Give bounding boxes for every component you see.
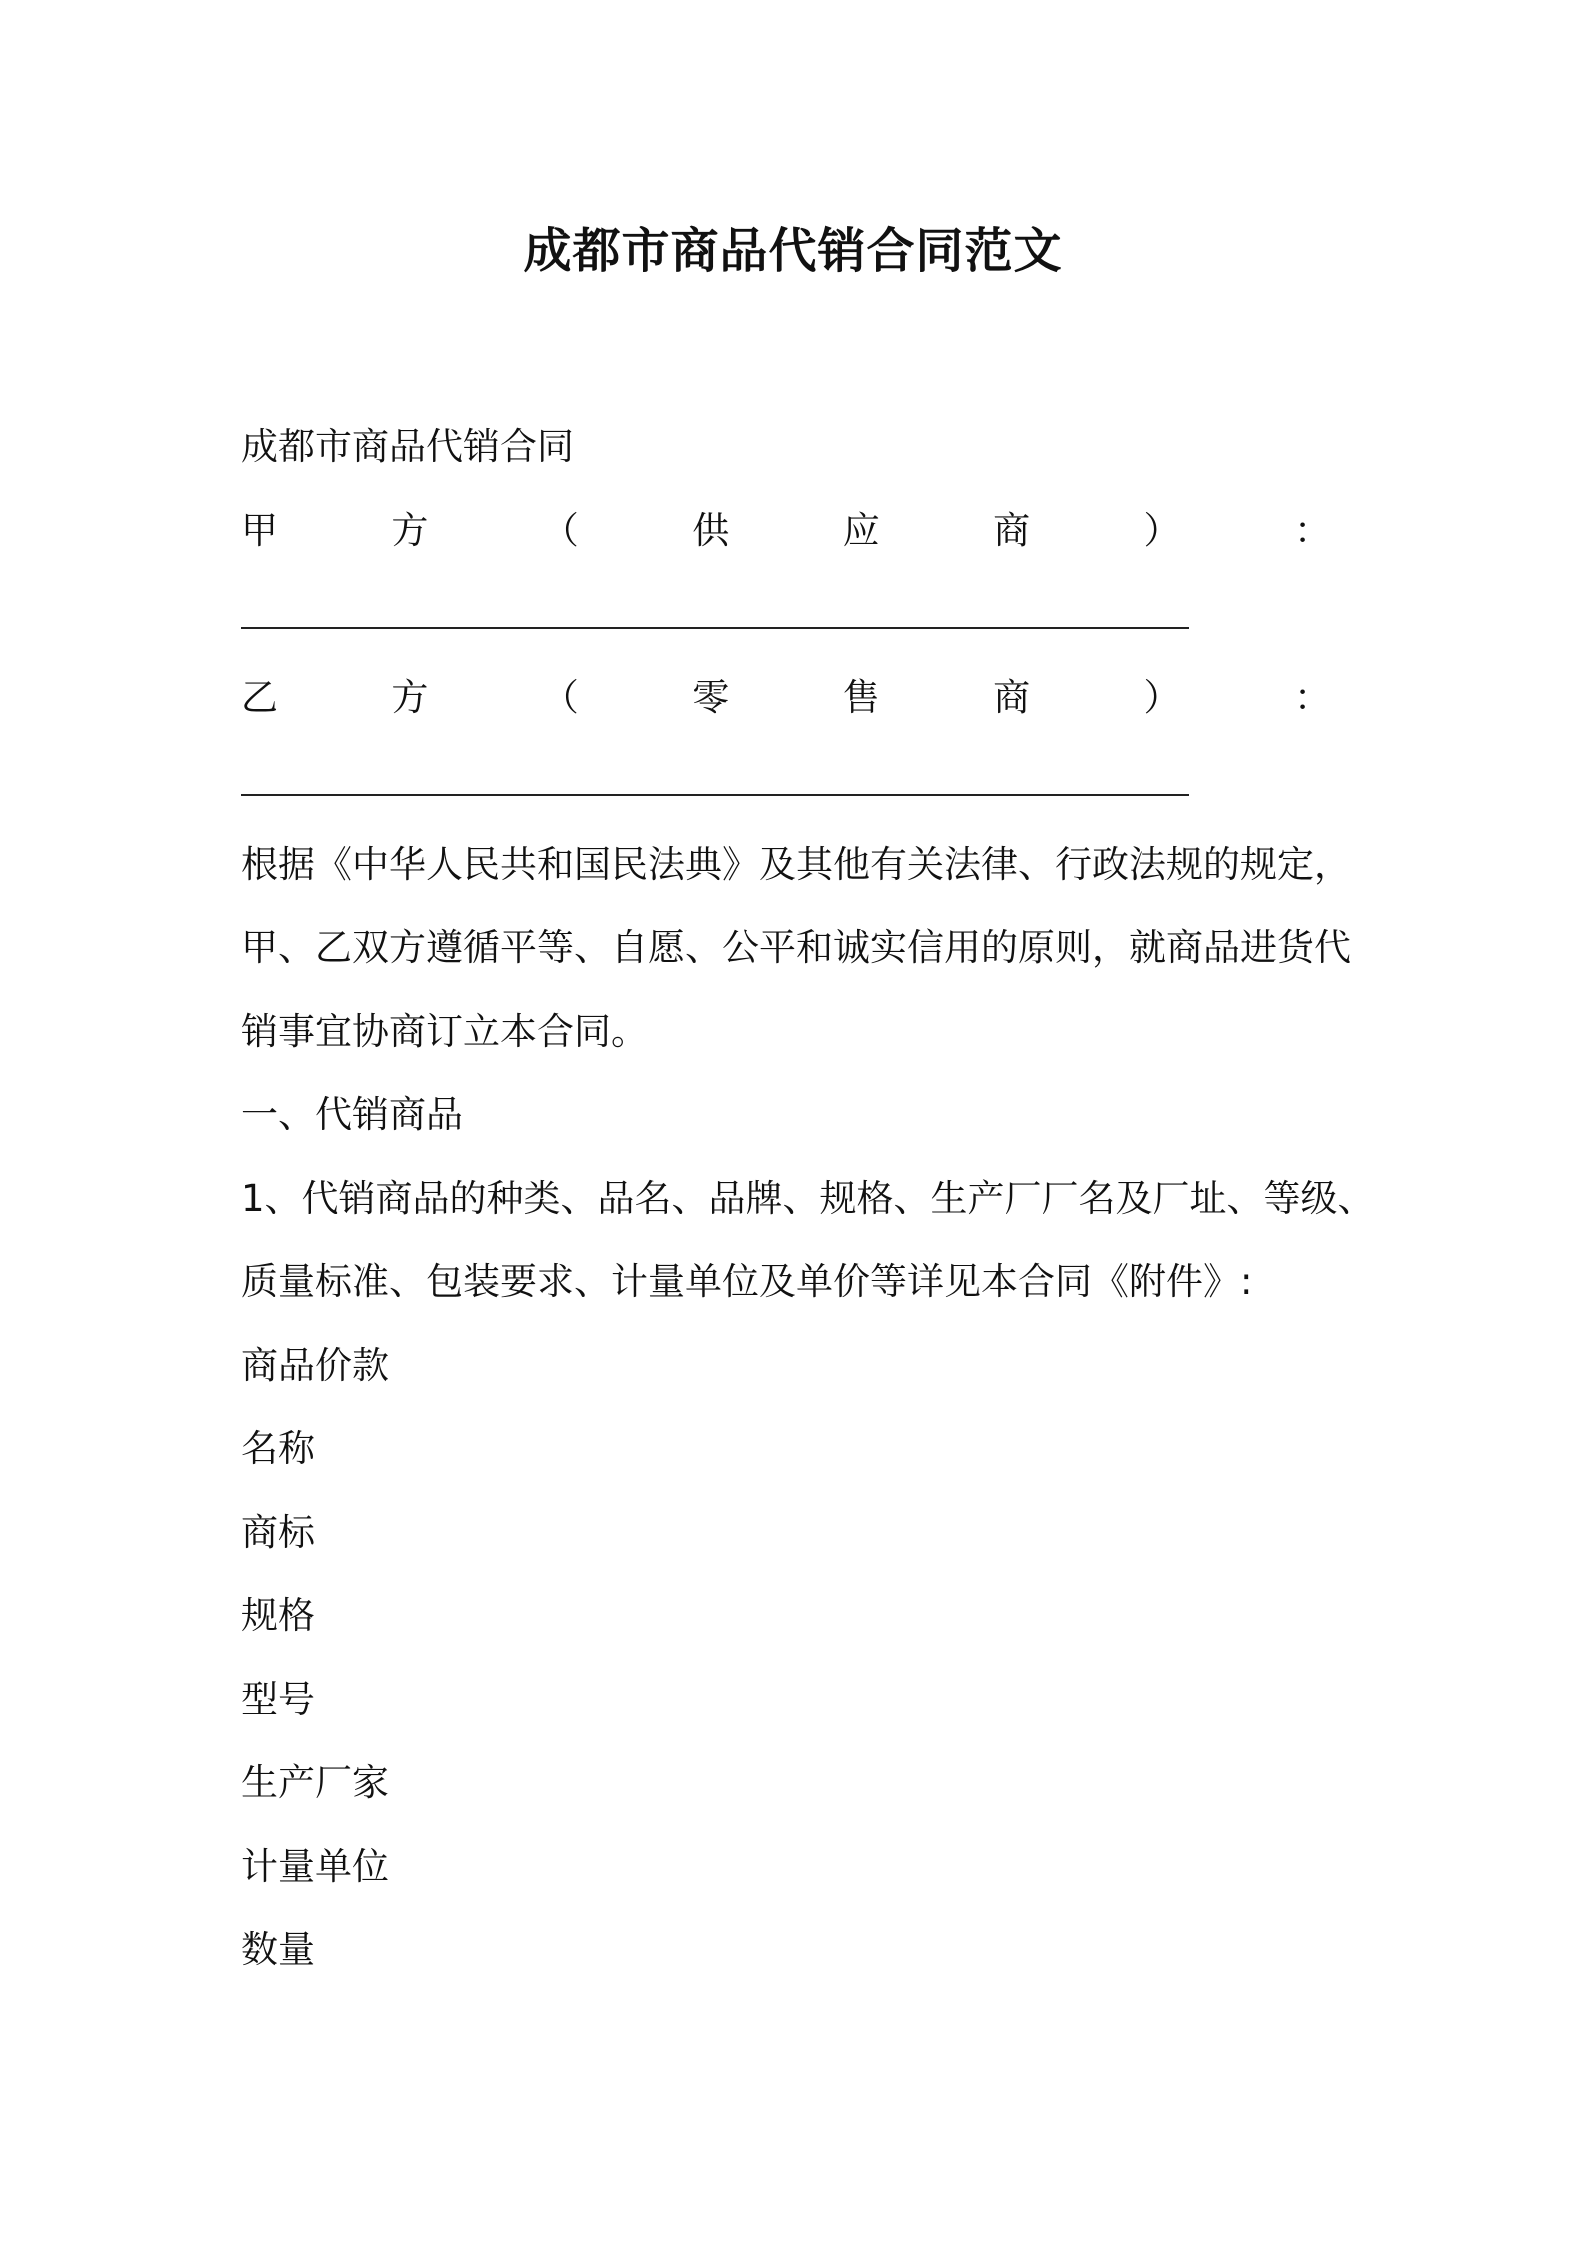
- party-a-char: 供: [692, 508, 730, 552]
- item-label: 名称: [241, 1427, 315, 1470]
- party-b-char: 方: [391, 675, 429, 719]
- document-body: [241, 405, 1375, 1992]
- party-b-char: 乙: [241, 675, 278, 719]
- party-a-blank: [241, 572, 1361, 656]
- item-label: 计量单位: [241, 1844, 389, 1888]
- section-heading: 一、代销商品: [241, 1093, 463, 1136]
- party-b-blank: [241, 739, 1361, 823]
- party-a-char: （: [541, 508, 579, 552]
- document-title: 成都市商品代销合同范文: [523, 223, 1063, 279]
- party-a-char: 商: [993, 508, 1031, 552]
- party-b-char: ：: [1293, 675, 1331, 719]
- item-label: 商标: [241, 1510, 315, 1554]
- party-b-char: 商: [993, 675, 1031, 719]
- party-a-label: [241, 489, 1331, 573]
- party-b-char: （: [541, 675, 579, 719]
- item-label: 生产厂家: [241, 1761, 389, 1804]
- item-label: 商品价款: [241, 1343, 389, 1387]
- party-a-char: ）: [1143, 508, 1181, 552]
- preamble-line: 根据《中华人民共和国民法典》及其他有关法律、行政法规的规定，: [241, 842, 1351, 886]
- party-b-label: [241, 656, 1331, 740]
- item-label: 数量: [241, 1928, 315, 1971]
- party-b-char: 售: [842, 675, 880, 719]
- preamble-line: 甲、乙双方遵循平等、自愿、公平和诚实信用的原则，就商品进货代: [241, 926, 1351, 969]
- clause-line: 质量标准、包装要求、计量单位及单价等详见本合同《附件》:: [241, 1260, 1253, 1303]
- blank-rule: [241, 794, 1189, 796]
- party-a-char: 应: [842, 508, 880, 552]
- party-a-char: 方: [391, 508, 429, 552]
- blank-rule: [241, 627, 1189, 629]
- preamble-line: 销事宜协商订立本合同。: [241, 1009, 648, 1053]
- item-label: 规格: [241, 1594, 315, 1637]
- party-a-char: ：: [1293, 508, 1331, 552]
- clause-line: 1、代销商品的种类、品名、品牌、规格、生产厂厂名及厂址、等级、: [241, 1176, 1375, 1220]
- party-b-char: 零: [692, 675, 730, 719]
- party-a-char: 甲: [241, 508, 278, 552]
- party-b-char: ）: [1143, 675, 1181, 719]
- contract-subtitle: 成都市商品代销合同: [241, 425, 574, 468]
- item-label: 型号: [241, 1677, 315, 1721]
